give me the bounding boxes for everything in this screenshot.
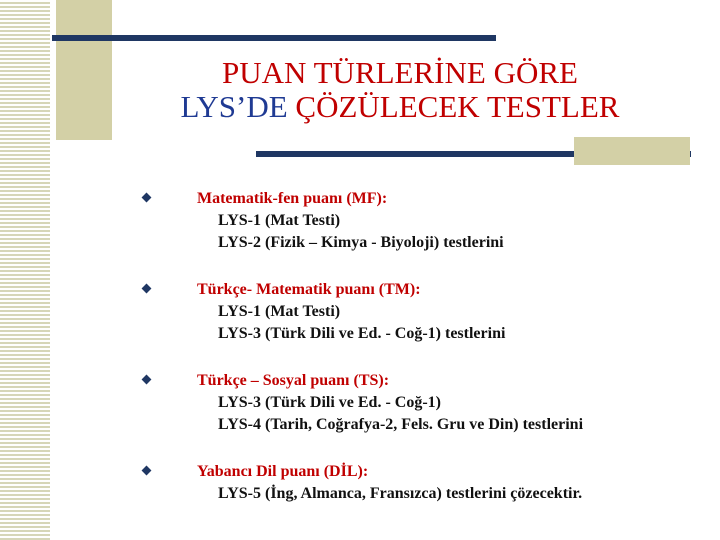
item-detail: LYS-1 (Mat Testi): [218, 212, 341, 229]
diamond-bullet-icon: [142, 375, 152, 385]
title-top-bar: [52, 35, 496, 41]
item-detail: LYS-3 (Türk Dili ve Ed. - Coğ-1) testlerini: [218, 325, 506, 342]
page-title: [120, 56, 680, 124]
item-detail: LYS-5 (İng, Almanca, Fransızca) testlerini çözecektir.: [218, 485, 583, 502]
item-detail: LYS-2 (Fizik – Kimya - Biyoloji) testlerini: [218, 234, 504, 251]
title-line-2-part-2: ÇÖZÜLECEK TESTLER: [295, 89, 620, 124]
diamond-bullet-icon: [142, 466, 152, 476]
diamond-bullet-icon: [142, 284, 152, 294]
item-detail: LYS-1 (Mat Testi): [218, 303, 341, 320]
title-line-2: [120, 90, 680, 124]
title-line-2-part-1: LYS’DE: [180, 89, 288, 124]
diamond-bullet-icon: [142, 193, 152, 203]
title-accent-block: [56, 0, 112, 140]
item-heading: Türkçe – Sosyal puanı (TS):: [197, 372, 390, 389]
left-stripe-decoration: [0, 0, 50, 540]
list-item: [170, 279, 710, 345]
list-item: [170, 188, 710, 254]
title-line-1: PUAN TÜRLERİNE GÖRE: [222, 55, 578, 90]
item-detail: LYS-3 (Türk Dili ve Ed. - Coğ-1): [218, 394, 441, 411]
item-heading: Yabancı Dil puanı (DİL):: [197, 463, 369, 480]
item-heading: Türkçe- Matematik puanı (TM):: [197, 281, 421, 298]
item-heading: Matematik-fen puanı (MF):: [197, 190, 388, 207]
list-item: [170, 461, 710, 505]
item-detail: LYS-4 (Tarih, Coğrafya-2, Fels. Gru ve Din) testlerini: [218, 416, 584, 433]
bullet-list: [170, 188, 710, 530]
corner-accent-block: [574, 137, 690, 165]
list-item: [170, 370, 710, 436]
